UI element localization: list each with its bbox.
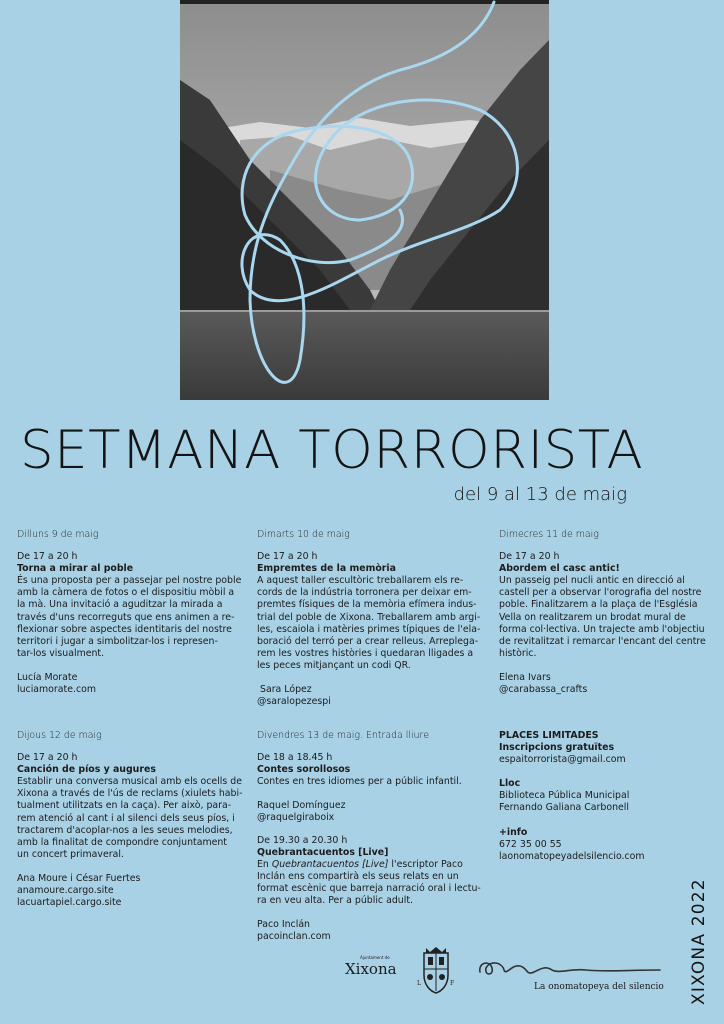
wednesday-author: Elena Ivars [499, 671, 551, 683]
desc-line: tualment utilitzats en la caça). Per això, para- [17, 800, 232, 812]
website-link[interactable]: laonomatopeyadelsilencio.com [499, 850, 645, 862]
desc-line: la mà. Una invitació a aguditzar la mirada a [17, 599, 223, 611]
desc-line: trial del poble de Xixona. Treballarem amb argi- [257, 611, 481, 623]
desc-line: tar-los visualment. [17, 647, 105, 659]
event-dates: del 9 al 13 de maig [453, 484, 627, 505]
desc-line: rem atenció al cant i al silenci dels seus píos, i [17, 812, 235, 824]
desc-line: les, escaiola i matèries primes típiques de l'ela- [257, 623, 481, 635]
tuesday-link[interactable]: @saralopezespi [257, 696, 331, 708]
wednesday-event: Abordem el casc antic! [499, 563, 620, 575]
place-line-2: Fernando Galiana Carbonell [499, 802, 630, 814]
friday-day: Divendres 13 de maig. Entrada lliure [257, 730, 429, 741]
desc-line: un concert primaveral. [17, 848, 124, 860]
desc-line: A aquest taller escultòric treballarem els re- [257, 575, 464, 587]
tuesday-author: Sara López [260, 684, 312, 696]
thursday-author: Ana Moure i César Fuertes [17, 872, 141, 884]
xixona-year-vertical: XIXONA 2022 [689, 878, 709, 1005]
desc-line: amb la càmera de fotos o el dispositiu mòbil a [17, 587, 235, 599]
friday-event-2: Quebrantacuentos [Live] [257, 846, 389, 858]
desc-line: boració del terró per a crear relleus. Arreplega- [257, 635, 479, 647]
thursday-link-2[interactable]: lacuartapiel.cargo.site [17, 897, 122, 909]
ajuntament-label: Ajuntament de [360, 955, 390, 960]
desc-line: través d'uns recorreguts que ens animen a re- [17, 611, 235, 623]
tuesday-day: Dimarts 10 de maig [257, 529, 350, 540]
monday-event: Torna a mirar al poble [17, 563, 134, 575]
desc-line: territori i jugar a simbolitzar-los i represen- [17, 635, 218, 647]
desc-line: les peces mitjançant un codi QR. [257, 659, 411, 671]
tuesday-time: De 17 a 20 h [257, 551, 318, 563]
more-info-title: +info [499, 826, 528, 838]
phone-number[interactable]: 672 35 00 55 [499, 838, 562, 850]
friday-time-2: De 19.30 a 20.30 h [257, 834, 348, 846]
thursday-time: De 17 a 20 h [17, 752, 78, 764]
friday-link-1[interactable]: @raquelgiraboix [257, 812, 335, 824]
page-title: SETMANA TORRORISTA [20, 420, 644, 481]
desc-line: Xixona a través de l'ús de reclams (xiulets habi- [17, 788, 243, 800]
thursday-event: Canción de píos y augures [17, 764, 156, 776]
thursday-link-1[interactable]: anamoure.cargo.site [17, 885, 114, 897]
thursday-block [17, 730, 247, 909]
desc-line: Establir una conversa musical amb els ocells de [17, 776, 242, 788]
friday-time-1: De 18 a 18.45 h [257, 752, 333, 764]
wednesday-block [499, 529, 714, 696]
friday-author-1: Raquel Domínguez [257, 800, 346, 812]
svg-text:L: L [417, 980, 421, 987]
desc-line: tractarem d'acoplar-nos a les seues melodies, [17, 824, 233, 836]
desc-line: Un passeig pel nucli antic en direcció al [499, 575, 685, 587]
desc-line: castell per a observar l'orografia del nostre [499, 587, 702, 599]
thursday-day: Dijous 12 de maig [17, 730, 102, 741]
desc-line: amb la finalitat de compondre conjuntament [17, 836, 227, 848]
desc-line: forma col·lectiva. Un trajecte amb l'objectiu [499, 623, 705, 635]
desc-line: ra en veu alta. Per a públic adult. [257, 895, 413, 907]
desc-line: flexionar sobre aspectes identitaris del nostre [17, 623, 232, 635]
desc-line: històric. [499, 647, 537, 659]
desc-line: de revitalitzat i remarcar l'encant del centre [499, 635, 706, 647]
monday-author: Lucía Morate [17, 671, 78, 683]
friday-link-2[interactable]: pacoinclan.com [257, 931, 331, 943]
monday-time: De 17 a 20 h [17, 551, 78, 563]
tuesday-event: Empremtes de la memòria [257, 563, 396, 575]
monday-block [17, 529, 247, 696]
svg-text:F: F [450, 980, 455, 987]
friday-desc-2-first [257, 859, 487, 871]
friday-author-2: Paco Inclán [257, 919, 310, 931]
limited-places: PLACES LIMITADES [499, 730, 599, 741]
info-block [499, 730, 699, 863]
friday-event-1: Contes sorollosos [257, 764, 351, 776]
monday-link[interactable]: luciamorate.com [17, 684, 96, 696]
friday-block [257, 730, 487, 943]
desc-line: Inclán ens compartirà els seus relats en un [257, 870, 459, 882]
desc-line: poble. Finalitzarem a la plaça de l'Església [499, 599, 698, 611]
place-line-1: Biblioteca Pública Municipal [499, 790, 630, 802]
desc-line: rem les vostres històries i quedaran lligades a [257, 647, 474, 659]
email-link[interactable]: espaitorrorista@gmail.com [499, 754, 626, 766]
handwritten-scribble-logo-icon [476, 956, 662, 980]
tuesday-block [257, 529, 487, 708]
italic-title: Quebrantacuentos [Live] [271, 858, 389, 870]
desc-line: premtes físiques de la memòria efímera indus- [257, 599, 477, 611]
text: l'escriptor Paco [388, 858, 463, 870]
xixona-logo-text: Xixona [345, 960, 397, 978]
monday-day: Dilluns 9 de maig [17, 529, 99, 540]
onomatopeya-logo-text: La onomatopeya del silencio [534, 982, 664, 992]
desc-line: cords de la indústria torronera per deixar em- [257, 587, 472, 599]
text: En [257, 858, 272, 870]
wednesday-day: Dimecres 11 de maig [499, 529, 599, 540]
blue-scribble-decoration [0, 0, 724, 420]
place-title: Lloc [499, 778, 521, 790]
free-registration: Inscripcions gratuïtes [499, 742, 615, 754]
friday-desc-1: Contes en tres idiomes per a públic infantil. [257, 776, 462, 788]
desc-line: format escènic que barreja narració oral i lectu- [257, 882, 481, 894]
desc-line: És una proposta per a passejar pel nostre poble [17, 575, 242, 587]
wednesday-link[interactable]: @carabassa_crafts [499, 684, 588, 696]
wednesday-time: De 17 a 20 h [499, 551, 560, 563]
xixona-coat-of-arms-icon [416, 945, 456, 995]
desc-line: Vella on realitzarem un brodat mural de [499, 611, 686, 623]
